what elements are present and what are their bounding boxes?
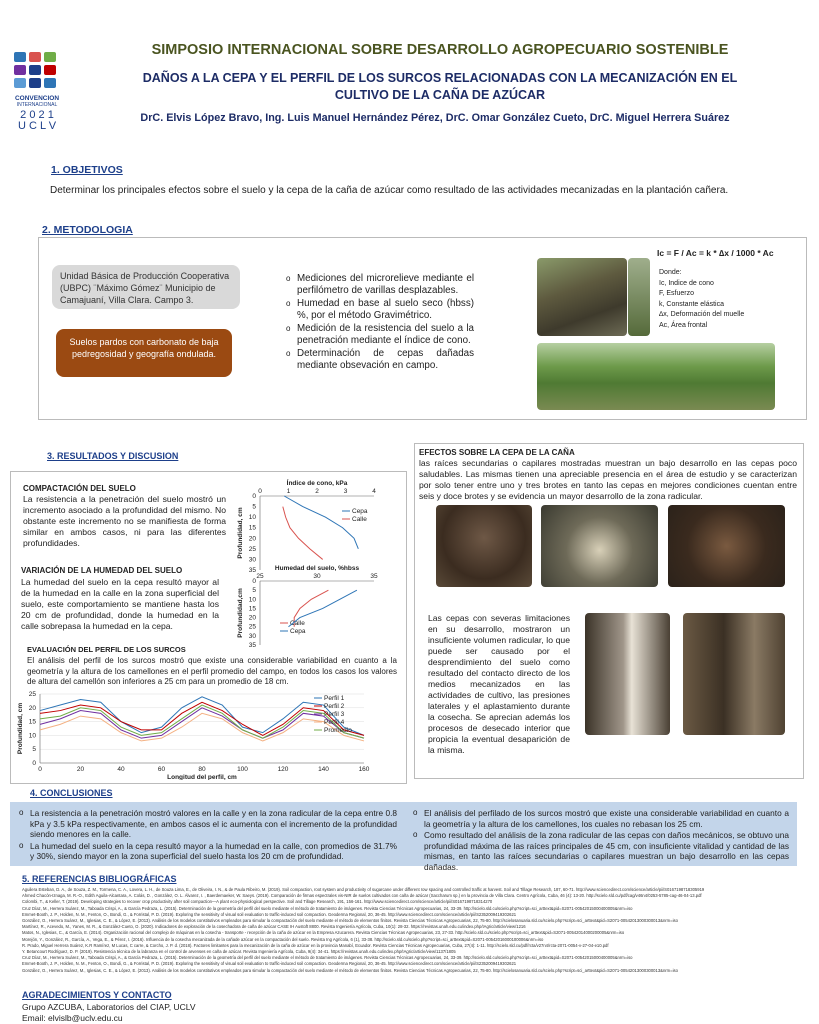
field-photo-1 xyxy=(537,258,627,336)
formula-vars xyxy=(659,268,744,331)
poster-authors: DrC. Elvis López Bravo, Ing. Luis Manuel Hernández Pérez, DrC. Omar González Cueto, DrC. Miguel Herrera Suárez xyxy=(140,112,730,124)
conclusion-item: o La resistencia a la penetración mostró valores en la calle y en la zona radicular de la cepa entre 0.8 kPa y 3.5 kPa respectivamente, en ambos casos el ic aumenta con el incremento de la profundidad siendo menores en la calle. xyxy=(30,808,397,840)
y-tick-label: 15 xyxy=(248,524,256,532)
y-axis-label: Profundidad, cm xyxy=(237,507,244,559)
unit-box: Unidad Básica de Producción Cooperativa (UBPC) ¨Máximo Gómez¨ Municipio de Camajuaní, Villa Clara. Campo 3. xyxy=(52,265,240,309)
method-item: o Medición de la resistencia del suelo a la penetración mediante el índice de cono. xyxy=(297,323,474,347)
x-tick-label: 2 xyxy=(315,488,319,495)
legend-label: Perfil 1 xyxy=(324,695,345,702)
x-tick-label: 60 xyxy=(157,766,166,773)
conclusiones-right xyxy=(411,808,789,874)
series-line-perfil-4 xyxy=(40,713,364,741)
y-tick-label: 10 xyxy=(248,514,256,522)
stalk-photo-1 xyxy=(585,613,670,735)
conclusion-item: o Como resultado del análisis de la zona radicular de las cepas con daños mecánicos, se obtuvo una profundidad máxima de las raíces principales de 45 cm, con insuficiente vitalidad y cantidad de las mismas, en tanto las raíces secundarias o capilares muestran un bajo desarrollo en las cepas dañadas. xyxy=(424,830,789,872)
conclusiones-left xyxy=(17,808,397,863)
logo-mark xyxy=(14,52,58,92)
legend-label: Promedio xyxy=(324,727,352,734)
reference-item: González, O., Herrera Suárez, M., Iglesias, C. E., & López, E. (2013). Análisis de los modelos constitutivos empleados para simular la compactación del suelo mediante el método de elementos finitos. Revista Ciencias Técnicas Agropecuarias, 22, 75-80. http://scielosanuaria.sld.cu/scielo.php?script=sci_arttext&pid=S2071-00542013000300013&nrm=iso xyxy=(22,967,678,973)
y-tick-label: 0 xyxy=(252,578,256,585)
y-axis-label: Profundidad,cm xyxy=(237,588,244,638)
reference-item: Y. Betancourt Rodríguez, D. P. (2019). Resistencia técnica de la labranza en el control de arvenses en caña de azúcar. Revista Ingeniería Agrícola, Cuba, 9(4): 34-41. https://revistas.unah.edu.cu/index.php/IAgric/article/view/1137/1805 xyxy=(22,949,456,955)
y-tick-label: 5 xyxy=(252,503,256,511)
reference-item: Matos, N., Iglesias, C., & García, E. (2014). Organización racional del complejo de máquinas en la cosecha - transporte - recepción de la caña de azúcar en la Empresa Azucarera. Revista Ciencias Técnicas Agropecuarias, 23, 27-33. http://scielo.sld.cu/scielo.php?script=sci_arttext&pid=S2071-00542014000200005&nrm=iso xyxy=(22,930,625,936)
formula-var: k, Constante elástica xyxy=(659,300,724,308)
x-tick-label: 80 xyxy=(198,766,206,773)
compact-text: La resistencia a la penetración del suelo mostró un incremento asociado a la profundidad del mismo. No obstante este incremento no se manifiesta de forma similar en ambos casos, ni para las diferentes profundidades. xyxy=(23,494,226,548)
y-tick-label: 25 xyxy=(248,623,256,631)
legend-label: Calle xyxy=(290,620,305,627)
perfil-text: El análisis del perfil de los surcos mostró que existe una considerable variabilidad en cuanto a la geometría y la altura de los camellones en el perfil promedio del campo, en todos los casos los valores de altura del camellón son inferiores a 25 cm para un promedio de 18 cm. xyxy=(27,656,397,686)
logo-year: 2 0 2 1 xyxy=(20,108,54,121)
x-tick-label: 140 xyxy=(318,766,329,773)
compact-title: COMPACTACIÓN DEL SUELO xyxy=(23,484,136,493)
methods-list xyxy=(284,273,474,373)
formula-var: Ic, Indice de cono xyxy=(659,279,714,287)
y-tick-label: 25 xyxy=(248,545,256,553)
method-item: o Mediciones del microrelieve mediante el perfilómetro de varillas desplazables. xyxy=(297,273,474,297)
x-tick-label: 3 xyxy=(343,488,348,495)
root-photo-1 xyxy=(436,505,532,587)
y-tick-label: 15 xyxy=(28,718,36,726)
y-tick-label: 10 xyxy=(28,732,36,740)
x-tick-label: 100 xyxy=(237,766,248,773)
x-tick-label: 40 xyxy=(117,766,125,773)
legend-label: Calle xyxy=(352,516,367,523)
x-tick-label: 160 xyxy=(358,766,370,773)
reference-item: Aguilera Esteban, D. A., de Souza, Z. M., Tormena, C. A., Lovera, L. H., de Souza Lima, E., de Oliveira, I. N., & de Paula Ribeiro, M. (2019). Soil compaction, root system and productivity of sugarcane under different row spacing and controlled traffic at harvest. Soil and Tillage Research, 187, 60-71. http://www.sciencedirect.com/science/article/pii/S0167198718305919 xyxy=(22,887,705,892)
legend-label: Perfil 3 xyxy=(324,711,345,718)
conclusiones-heading: 4. CONCLUSIONES xyxy=(30,788,113,798)
y-tick-label: 30 xyxy=(248,556,256,564)
legend-label: Cepa xyxy=(352,508,368,515)
x-tick-label: 35 xyxy=(370,573,378,580)
legend-label: Cepa xyxy=(290,628,306,635)
chart-title: Humedad del suelo, %hbss xyxy=(274,565,360,572)
resultados-heading: 3. RESULTADOS Y DISCUSION xyxy=(47,451,179,461)
stalk-photo-2 xyxy=(683,613,785,735)
reference-item: Ahmed Chacón-Iznaga, M. R.-O., Edith Aguila-Alcantara, A. Colás, D. , González, O. L. Álvarez, I. , Baerdemaeker, W. Saeys. (2019). Comparación de firmas espectrales vis-NIR de suelos cultivados con caña de azúcar (Saccharum sp.) en la provincia de Villa Clara. Centro Agrícola, Cuba, 46 (4): 13-20. http://scielo.sld.cu/pdf/cag/v46n4/0253-5785-cag-46-04-13.pdf xyxy=(22,893,702,899)
conclusion-item: o El análisis del perfilado de los surcos mostró que existe una considerable variabilidad en cuanto a la geometría y la altura de los camellones, los cuales no rebasan los 25 cm. xyxy=(424,808,789,829)
legend-label: Perfil 2 xyxy=(324,703,345,710)
reference-item: Colombi, T., & Keller, T. (2019). Developing strategies to recover crop productivity after soil compaction—A plant eco-physiological perspective. Soil and Tillage Research, 191, 156-161. http://www.sciencedirect.com/science/article/pii/S0167198718314270 xyxy=(22,899,493,905)
logo-org: U C L V xyxy=(17,119,57,132)
chart-profile xyxy=(14,688,374,780)
x-tick-label: 4 xyxy=(372,488,376,495)
chart-cone-index xyxy=(232,478,382,573)
formula-var: Ac, Área frontal xyxy=(659,321,708,329)
reference-item: R. Prado, Miguel Herrera Suárez, K.R Ramírez, M Lucas, C carre, & Corcho, J. P. d. (2018). Factores limitantes para la mecanización de la caña de azúcar en la provincia Manabí, Ecuador. Revista Ciencias Técnicas Agropecuarias, Cuba, 27(4): 1-11. http://scielo.sld.cu/pdf/rcta/v27n4/rcta-2071-0054-v-27-04-e10.pdf xyxy=(22,942,609,948)
y-tick-label: 20 xyxy=(248,535,256,543)
poster-subtitle: DAÑOS A LA CEPA Y EL PERFIL DE LOS SURCOS RELACIONADAS CON LA MECANIZACIÓN EN EL CULTIVO DE LA CAÑA DE AZÚCAR xyxy=(142,71,738,102)
soil-box: Suelos pardos con carbonato de baja pedregosidad y geografía ondulada. xyxy=(56,329,232,377)
method-item: o Humedad en base al suelo seco (hbss) %, por el método Gravimétrico. xyxy=(297,298,474,322)
y-axis-label: Profundidad, cm xyxy=(17,702,24,755)
y-tick-label: 35 xyxy=(248,567,256,573)
root-photo-2 xyxy=(541,505,658,587)
formula-var: ∆x, Deformación del muelle xyxy=(659,311,745,318)
hum-title: VARIACIÓN DE LA HUMEDAD DEL SUELO xyxy=(21,566,183,575)
x-tick-label: 25 xyxy=(256,573,264,580)
reference-item: González, O., Herrera Suárez, M., Iglesias, C. E., & López, E. (2013). Análisis de los modelos constitutivos empleados para simular la compactación del suelo mediante el método de elementos finitos. Revista Ciencias Técnicas Agropecuarias, 22, 75-80. http://scielosanuaria.sld.cu/scielo.php?script=sci_arttext&pid=S2071-00542013000300013&nrm=iso xyxy=(22,918,678,924)
logo-line2: INTERNACIONAL xyxy=(16,101,58,108)
legend-label: Perfil 4 xyxy=(324,719,345,726)
contact-group: Grupo AZCUBA, Laboratorios del CIAP, UCLV xyxy=(22,1002,196,1012)
x-tick-label: 20 xyxy=(76,766,85,773)
y-tick-label: 20 xyxy=(28,704,36,712)
reference-item: Cruz Díaz, M., Herrera Suárez, M., Taboada Crispi, A., & García Pedraza, L. (2015). Determinación de la geometría del perfil del suelo mediante el método de tratamiento de imágenes. Revista Ciencias Técnicas Agropecuarias, 24, 33-39. http://scielo.sld.cu/scielo.php?script=sci_arttext&pid=S2071-00542015000400005&nrm=iso xyxy=(22,955,633,961)
series-line-cepa xyxy=(284,496,358,549)
cepa-text: las raíces secundarias o capilares mostradas muestran un bajo desarrollo en las cepas poco saludables. Las mismas tienen una apreciable presencia en el área de estudio y se caracterizan por solo tener entre uno y tres brotes en tanto las cepas en mejores condiciones cuentan entre seis y doce brotes y se evidencia un mayor desarrollo de la zona radicular. xyxy=(419,458,797,501)
field-photo-2 xyxy=(628,258,650,336)
y-tick-label: 5 xyxy=(252,587,256,595)
reference-item: Emmet-Booth, J. P., Holden, N. M., Fenton, O., Bondi, G., & Forristal, P. D. (2019). Exploring the sensitivity of visual soil evaluation to traffic-induced soil compaction. Geoderma Regional, 20, 36-45. http://www.sciencedirect.com/science/article/pii/S2352009419302621 xyxy=(22,961,517,967)
y-tick-label: 0 xyxy=(252,493,256,500)
chart-title: Índice de cono, kPa xyxy=(286,480,348,487)
formula-donde: Donde: xyxy=(659,269,682,276)
y-tick-label: 30 xyxy=(248,632,256,640)
contact-email: Email: elvislb@uclv.edu.cu xyxy=(22,1013,123,1023)
reference-item: Emmet-Booth, J. P., Holden, N. M., Fenton, O., Bondi, G., & Forristal, P. D. (2019). Exploring the sensitivity of visual soil evaluation to traffic-induced soil compaction. Geoderma Regional, 20, 36-45. http://www.sciencedirect.com/science/article/pii/S2352009419302621 xyxy=(22,911,517,917)
chart-humidity xyxy=(232,563,382,648)
referencias-heading: 5. REFERENCIAS BIBLIOGRÁFICAS xyxy=(22,874,177,884)
cepa-title: EFECTOS SOBRE LA CEPA DE LA CAÑA xyxy=(419,448,575,457)
formula: Ic = F / Ac = k * ∆x / 1000 * Ac xyxy=(657,248,774,258)
y-tick-label: 5 xyxy=(32,746,36,754)
perfil-title: EVALUACIÓN DEL PERFIL DE LOS SURCOS xyxy=(27,645,186,654)
root-photo-3 xyxy=(668,505,785,587)
cepa-text-2: Las cepas con severas limitaciones en su desarrollo, mostraron un insuficiente volumen radicular, lo que puede ser causado por el desprendimiento del suelo como resultado del contacto directo de los medios mecanizados en las actividades de cultivo, las presiones laterales y el aplastamiento durante la cosecha. Se aprecian además los procesos de desecado interior que propicia la eventual desaparición de la misma. xyxy=(428,613,570,755)
formula-var: F, Esfuerzo xyxy=(659,290,695,297)
y-tick-label: 35 xyxy=(248,642,256,648)
reference-item: Morejón, Y., González, R., García, A., Vega, E., & Pérez, I. (2016). Influencia de la cosecha mecanizada de la cañade azúcar en la compactación del suelo. Revista Ing Agrícola, 6 (1), 33-38. http://scielo.sld.cu/scielo.php?script=sci_arttext&pid=S2071-00542016000100006&nrm=iso xyxy=(22,936,544,942)
agradecimientos-heading: AGRADECIMIENTOS Y CONTACTO xyxy=(22,990,172,1000)
references-list xyxy=(22,887,792,974)
objetivos-heading: 1. OBJETIVOS xyxy=(51,164,123,176)
y-tick-label: 20 xyxy=(248,614,256,622)
x-tick-label: 0 xyxy=(258,488,262,495)
metodologia-heading: 2. METODOLOGIA xyxy=(42,224,133,236)
series-line-calle xyxy=(283,507,323,560)
y-tick-label: 10 xyxy=(248,596,256,604)
reference-item: Cruz Díaz, M., Herrera Suárez, M., Taboada Crispi, A., & García Pedraza, L. (2015). Determinación de la geometría del perfil del suelo mediante el método de tratamiento de imágenes. Revista Ciencias Técnicas Agropecuarias, 24, 33-39. http://scielo.sld.cu/scielo.php?script=sci_arttext&pid=S2071-00542015000400005&nrm=iso xyxy=(22,905,633,911)
conclusion-item: o La humedad del suelo en la cepa resultó mayor a la humedad en la calle, con promedios de 31.7% y 30%, siendo mayor en la zona superficial del suelo hasta los 20 cm de profundidad. xyxy=(30,841,397,862)
logo-text xyxy=(8,96,66,132)
reference-item: Martínez, R., Acevedo, M., Yanes, M. R., & González-Cueto, O. (2020). Indicadores de exploración de la cosechadora de caña de azúcar CASE IH Austoft 8800. Revista Ingeniería Agrícola, Cuba, 10(1): 28-32. https://revistas.unah.edu.cu/index.php/IAgric/article/view/1216 xyxy=(22,924,526,930)
x-tick-label: 1 xyxy=(286,488,291,495)
x-tick-label: 30 xyxy=(313,573,321,580)
y-tick-label: 0 xyxy=(32,760,36,767)
x-tick-label: 120 xyxy=(277,766,289,773)
field-photo-3 xyxy=(537,343,775,410)
x-axis-label: Longitud del perfil, cm xyxy=(167,774,237,780)
y-tick-label: 25 xyxy=(28,691,36,698)
poster-title: SIMPOSIO INTERNACIONAL SOBRE DESARROLLO AGROPECUARIO SOSTENIBLE xyxy=(151,42,729,58)
method-item: o Determinación de cepas dañadas mediante obsevación en campo. xyxy=(297,348,474,372)
y-tick-label: 15 xyxy=(248,605,256,613)
logo-line1: CONVENCION xyxy=(14,95,60,102)
objetivos-text: Determinar los principales efectos sobre el suelo y la cepa de la caña de azúcar como resultado de las actividades mecanizadas en la plantación cañera. xyxy=(50,185,729,196)
hum-text: La humedad del suelo en la cepa resultó mayor al de la humedad en la calle en la zona superficial del suelo, este comportamiento se mantiene hasta los 20 cm de profundidad, donde la humedad en la calle sobrepasa la humedad en la cepa. xyxy=(21,577,219,631)
x-tick-label: 0 xyxy=(38,766,42,773)
contact-info xyxy=(22,1002,196,1024)
